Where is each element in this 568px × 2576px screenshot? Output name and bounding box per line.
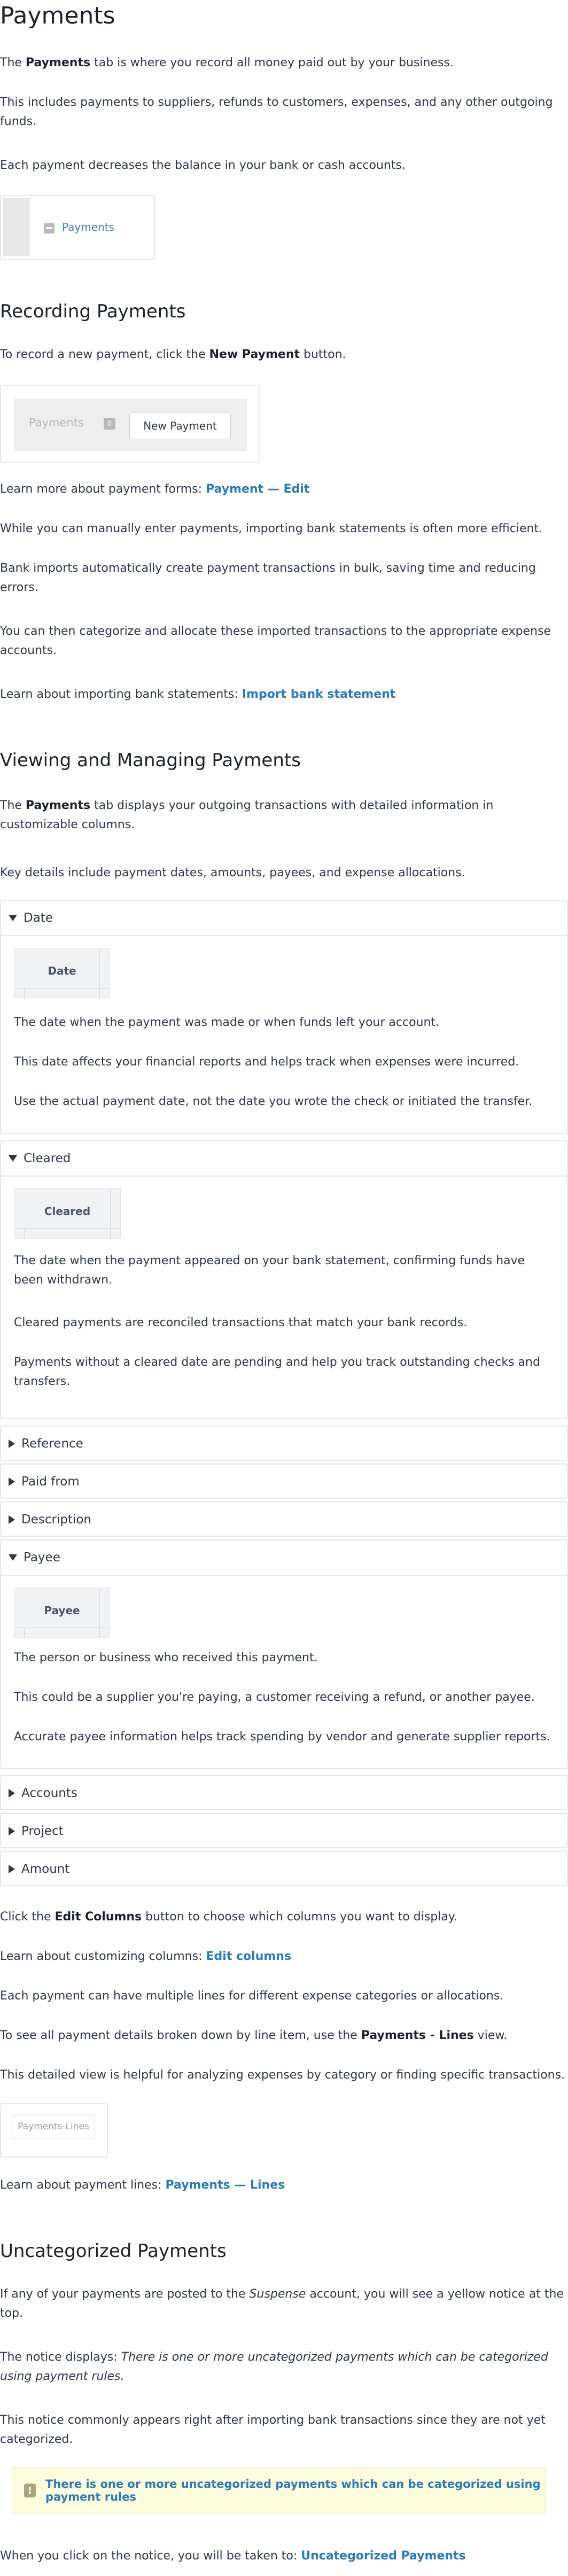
import-bank-statement-link[interactable]: Import bank statement	[242, 688, 396, 701]
uncategorized-payments-link[interactable]: Uncategorized Payments	[301, 2549, 466, 2563]
intro-paragraph-3: Each payment decreases the balance in your bank or cash accounts.	[0, 159, 406, 172]
edit-columns-link[interactable]: Edit columns	[206, 1950, 292, 1963]
payments-lines-link[interactable]: Payments — Lines	[165, 2178, 285, 2192]
sidebar-item-payments[interactable]: Payments	[62, 221, 114, 234]
section-label: Accounts	[21, 1786, 77, 1800]
collapse-caret-icon	[9, 1789, 15, 1797]
column-section-reference[interactable]	[0, 1426, 568, 1461]
column-section-amount[interactable]	[0, 1851, 568, 1886]
section-label: Date	[24, 911, 53, 925]
expand-caret-icon	[9, 915, 17, 921]
recording-paragraph-2: Learn more about payment forms: Payment — Edit	[0, 482, 310, 496]
section-label: Description	[21, 1513, 91, 1527]
thumbnail-label: Cleared	[44, 1205, 91, 1218]
collapse-caret-icon	[9, 1439, 15, 1448]
viewing-paragraph-6: To see all payment details broken down by line item, use the Payments - Lines view.	[0, 2029, 508, 2042]
intro-paragraph-2: This includes payments to suppliers, refunds to customers, expenses, and any other outgoing funds.	[0, 96, 553, 128]
notice-text: There is one or more uncategorized payments which can be categorized using payment rules	[45, 2478, 541, 2503]
recording-paragraph-6: Learn about importing bank statements: Import bank statement	[0, 688, 396, 701]
column-section-accounts[interactable]	[0, 1775, 568, 1810]
payee-description-1: The person or business who received this payment.	[14, 1651, 318, 1664]
section-label: Paid from	[21, 1475, 80, 1489]
payments-count-badge: 0	[104, 418, 115, 430]
thumbnail-label: Date	[48, 964, 76, 977]
section-label: Payee	[24, 1551, 60, 1565]
intro-paragraph-1: The Payments tab is where you record all money paid out by your business.	[0, 56, 454, 69]
section-label: Cleared	[24, 1151, 71, 1165]
section-label: Amount	[21, 1862, 70, 1876]
column-section-date-toggle[interactable]	[1, 901, 567, 935]
sidebar-strip	[3, 198, 30, 256]
expand-caret-icon	[9, 1554, 17, 1561]
column-section-cleared-body	[1, 1176, 567, 1419]
payee-description-2: This could be a supplier you're paying, a customer receiving a refund, or another payee.	[14, 1691, 535, 1704]
viewing-paragraph-7: This detailed view is helpful for analyzing expenses by category or finding specific transactions.	[0, 2068, 565, 2082]
column-section-cleared-toggle[interactable]	[1, 1141, 567, 1176]
collapse-caret-icon	[9, 1477, 15, 1486]
viewing-paragraph-5: Each payment can have multiple lines for different expense categories or allocations.	[0, 1989, 504, 2003]
recording-paragraph-1: To record a new payment, click the New Payment button.	[0, 348, 346, 361]
viewing-paragraph-3: Click the Edit Columns button to choose which columns you want to display.	[0, 1910, 457, 1924]
section-label: Project	[21, 1824, 64, 1838]
date-column-thumbnail	[14, 948, 110, 998]
section-label: Reference	[21, 1437, 83, 1451]
recording-paragraph-4: Bank imports automatically create payment transactions in bulk, saving time and reducing errors.	[0, 562, 536, 594]
collapse-caret-icon	[9, 1827, 15, 1835]
date-description-3: Use the actual payment date, not the date you wrote the check or initiated the transfer.	[14, 1095, 533, 1108]
uncategorized-paragraph-1: If any of your payments are posted to the Suspense account, you will see a yellow notice at the top.	[0, 2287, 564, 2320]
date-description-2: This date affects your financial reports and helps track when expenses were incurred.	[14, 1055, 519, 1069]
recording-heading: Recording Payments	[0, 301, 186, 322]
payments-lines-button[interactable]: Payments-Lines	[12, 2115, 95, 2138]
cleared-description-3: Payments without a cleared date are pending and help you track outstanding checks and transfers.	[14, 1356, 540, 1388]
column-section-cleared	[0, 1140, 568, 1419]
column-section-project[interactable]	[0, 1813, 568, 1848]
column-section-payee-body	[1, 1575, 567, 1769]
payee-description-3: Accurate payee information helps track spending by vendor and generate supplier reports.	[14, 1730, 550, 1744]
collapse-caret-icon	[9, 1865, 15, 1873]
warning-icon: !	[24, 2484, 36, 2497]
thumbnail-label: Payee	[44, 1604, 80, 1617]
collapse-caret-icon	[9, 1515, 15, 1524]
column-section-paid-from[interactable]	[0, 1464, 568, 1499]
column-section-date	[0, 900, 568, 1134]
payment-edit-link[interactable]: Payment — Edit	[206, 482, 310, 496]
column-section-payee	[0, 1539, 568, 1769]
payee-column-thumbnail	[14, 1587, 110, 1638]
page-title: Payments	[0, 2, 115, 29]
viewing-paragraph-2: Key details include payment dates, amounts, payees, and expense allocations.	[0, 866, 465, 880]
payments-icon	[44, 223, 55, 234]
new-payment-button[interactable]: New Payment	[129, 413, 231, 439]
uncategorized-paragraph-3: This notice commonly appears right after importing bank transactions since they are not yet categorized.	[0, 2414, 546, 2446]
sidebar-screenshot	[0, 195, 155, 260]
uncategorized-paragraph-2: The notice displays: There is one or more uncategorized payments which can be categorized using payment rules.	[0, 2351, 548, 2383]
cleared-description-2: Cleared payments are reconciled transactions that match your bank records.	[14, 1316, 468, 1329]
cleared-description-1: The date when the payment appeared on your bank statement, confirming funds have been withdrawn.	[14, 1254, 525, 1287]
uncategorized-paragraph-4: When you click on the notice, you will be taken to: Uncategorized Payments	[0, 2549, 466, 2563]
date-description-1: The date when the payment was made or when funds left your account.	[14, 1016, 440, 1029]
recording-paragraph-5: You can then categorize and allocate these imported transactions to the appropriate expense accounts.	[0, 625, 551, 657]
recording-paragraph-3: While you can manually enter payments, importing bank statements is often more efficient.	[0, 522, 543, 535]
viewing-paragraph-4: Learn about customizing columns: Edit columns	[0, 1950, 292, 1963]
viewing-paragraph-1: The Payments tab displays your outgoing transactions with detailed information in customizable columns.	[0, 799, 494, 831]
column-section-date-body	[1, 935, 567, 1134]
viewing-paragraph-8: Learn about payment lines: Payments — Lines	[0, 2178, 285, 2192]
uncategorized-notice[interactable]	[12, 2468, 546, 2513]
viewing-heading: Viewing and Managing Payments	[0, 750, 301, 771]
tab-payments[interactable]: Payments	[29, 416, 84, 429]
expand-caret-icon	[9, 1155, 17, 1162]
column-section-payee-toggle[interactable]	[1, 1540, 567, 1575]
uncategorized-heading: Uncategorized Payments	[0, 2240, 227, 2262]
cleared-column-thumbnail	[14, 1188, 121, 1239]
column-section-description[interactable]	[0, 1501, 568, 1537]
new-payment-screenshot	[0, 385, 260, 463]
payments-lines-screenshot	[0, 2103, 108, 2158]
